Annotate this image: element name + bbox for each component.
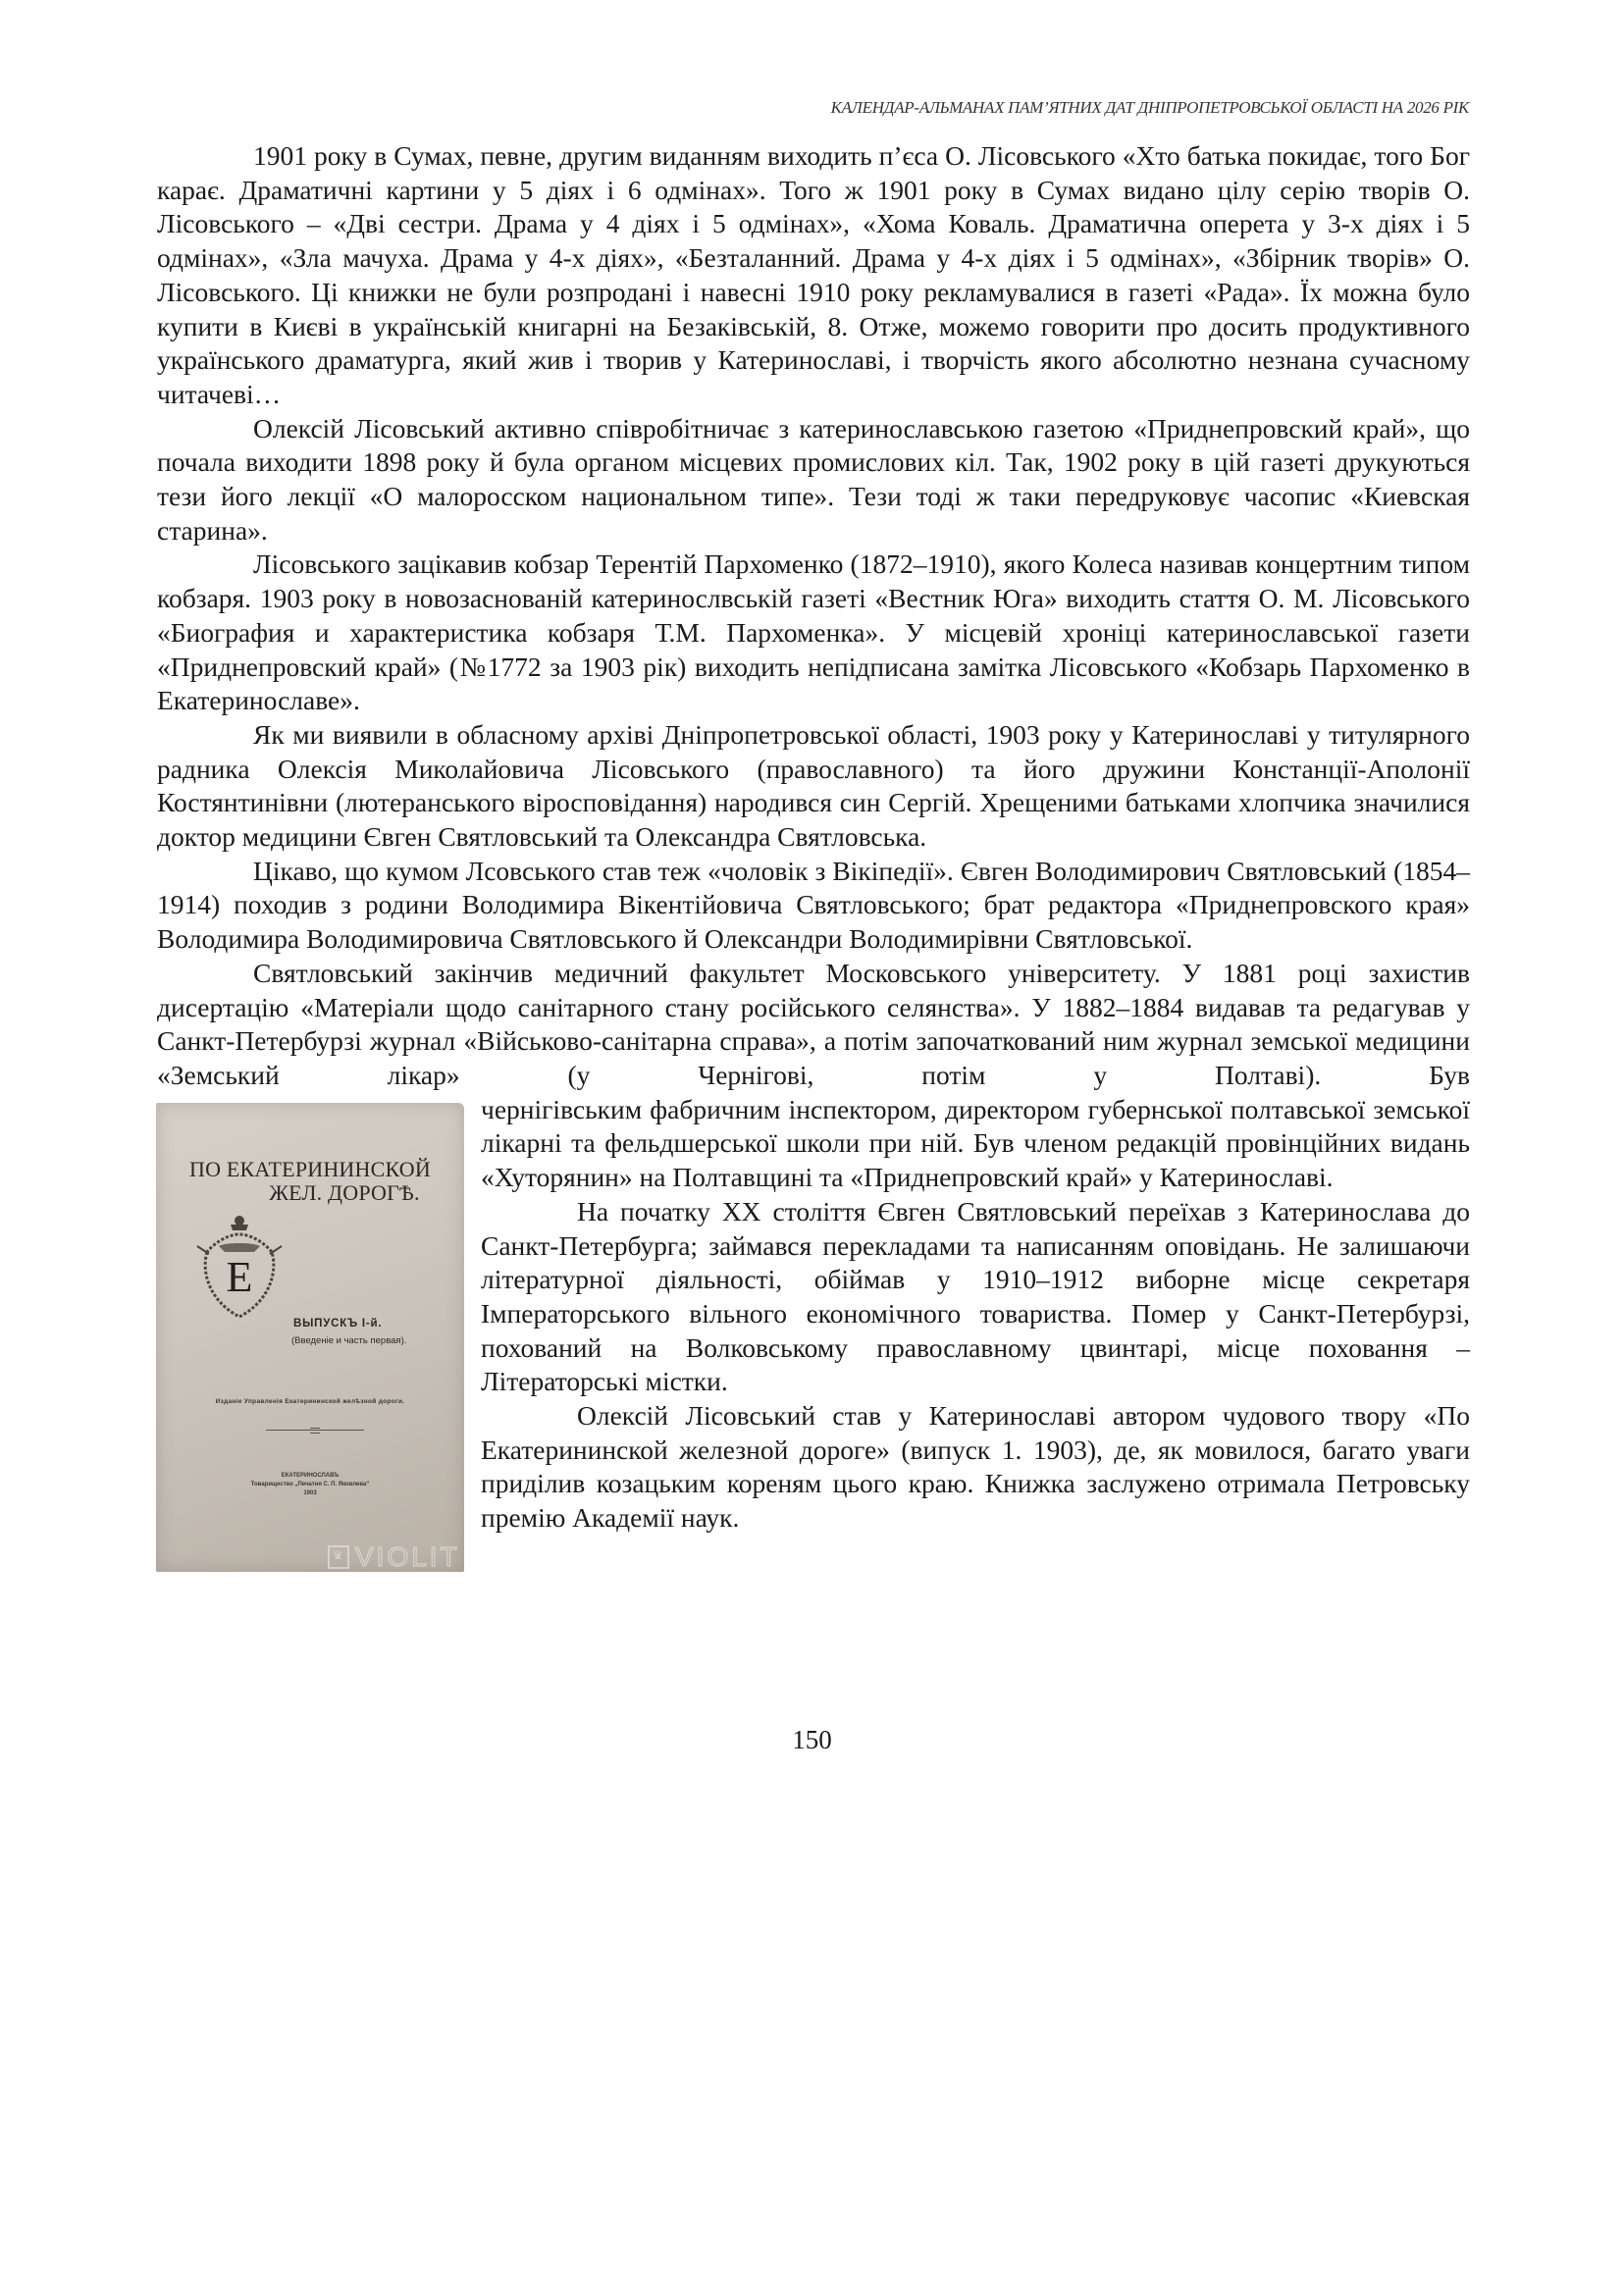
paragraph-5: Цікаво, що кумом Лсовського став теж «чоловік з Вікіпедії». Євген Володимирович Святловський (1854–1914) походив з родини Володимира Вікентійовича Святловського; брат редактора «Приднепровского края» Володимира Володимировича Святловського й Олександри Володимирівни Святловської.: [157, 855, 1470, 955]
paragraph-6-continued: чернігівським фабричним інспектором, директором губернської полтавської земської лікарні та фельдшерської школи при ній. Був членом редакцій провінційних видань «Хуторянин» на Полтавщині та «Приднепровский край» у Катеринославі.: [157, 1093, 1470, 1195]
book-cover-photo: [156, 1103, 464, 1572]
paragraph-8: Олексій Лісовський став у Катеринославі автором чудового твору «По Екатерининской железной дороге» (випуск 1. 1903), де, як мовилося, багато уваги приділив козацьким кореням цього краю. Книжка заслужено отримала Петровську премію Академії наук.: [481, 1400, 1470, 1534]
paragraph-4: Як ми виявили в обласному архіві Дніпропетровської області, 1903 року у Катеринославі у титулярного радника Олексія Миколайовича Лісовського (православного) та його дружини Констанції-Аполонії Костянтинівни (лютеранського віросповідання) народився син Сергій. Хрещеними батьками хлопчика значилися доктор медицини Євген Святловський та Олександра Святловська.: [157, 718, 1470, 853]
cover-publisher: Изданіе Управленія Екатерининской желѣзной дороги.: [215, 1398, 405, 1405]
watermark: [328, 1542, 460, 1572]
crown-logo-icon: [328, 1545, 349, 1569]
cover-imprint: [156, 1472, 464, 1498]
paragraph-2: Олексій Лісовський активно співробітничає з катеринославською газетою «Приднепровский край», що почала виходити 1898 року й була органом місцевих промислових кіл. Так, 1902 року в цій газеті друкуються тези його лекції «О малоросском национальном типе». Тези тоді ж таки передруковує часопис «Киевская старина».: [157, 412, 1470, 546]
coat-of-arms-emblem-icon: [195, 1213, 284, 1323]
cover-issue: ВЫПУСКЪ I-й.: [293, 1318, 383, 1330]
watermark-text: VIOLIT: [355, 1540, 460, 1572]
cover-title: [156, 1158, 464, 1205]
svg-text:Е: Е: [226, 1253, 253, 1301]
article-body: [157, 139, 1470, 1572]
cover-title-line-1: ПО ЕКАТЕРИНИНСКОЙ: [189, 1157, 431, 1181]
paragraph-3: Лісовського зацікавив кобзар Терентій Пархоменко (1872–1910), якого Колеса називав концертним типом кобзаря. 1903 року в новозаснованій катеринослвській газеті «Вестник Юга» виходить стаття О. М. Лісовського «Биография и характеристика кобзаря Т.М. Пархоменка». У місцевій хроніці катеринославської газети «Приднепровский край» (№1772 за 1903 рік) виходить непідписана замітка Лісовського «Кобзарь Пархоменко в Екатеринославе».: [157, 548, 1470, 716]
paragraph-6: Святловський закінчив медичний факультет Московського університету. У 1881 році захистив дисертацію «Матеріали щодо санітарного стану російського селянства». У 1882–1884 видавав та редагував у Санкт-Петербурзі журнал «Військово-санітарна справа», а потім започаткований ним журнал земської медицини «Земський лікар» (у Чернігові, потім у Полтаві). Був: [157, 957, 1470, 1090]
paragraph-1: 1901 року в Сумах, певне, другим виданням виходить п’єса О. Лісовського «Хто батька покидає, того Бог карає. Драматичні картини у 5 діях і 6 одмінах». Того ж 1901 року в Сумах видано цілу серію творів О. Лісовського – «Дві сестри. Драма у 4 діях і 5 одмінах», «Хома Коваль. Драматична оперета у 3-х діях і 5 одмінах», «Зла мачуха. Драма у 4-х діях», «Безталанний. Драма у 4-х діях і 5 одмінах», «Збірник творів» О. Лісовського. Ці книжки не були розпродані і навесні 1910 року рекламувалися в газеті «Рада». Їх можна було купити в Києві в українській книгарні на Безаківській, 8. Отже, можемо говорити про досить продуктивного українського драматурга, який жив і творив у Катеринославі, і творчість якого абсолютно незнана сучасному читачеві…: [157, 140, 1470, 409]
imprint-city: ЕКАТЕРИНОСЛАВЪ: [281, 1473, 340, 1479]
page-number: 150: [792, 1725, 832, 1754]
cover-title-line-2: ЖЕЛ. ДОРОГѢ.: [269, 1180, 420, 1205]
imprint-year: 1903: [303, 1490, 317, 1496]
paragraph-7: На початку XX століття Євген Святловський переїхав з Катеринослава до Санкт-Петербурга; займався перекладами та написанням оповідань. Не залишаючи літературної діяльності, обіймав у 1910–1912 виборне місце секретаря Імператорського вільного економічного товариства. Помер у Санкт-Петербурзі, похований на Волковському православному цвинтарі, місце поховання – Літераторські містки.: [481, 1195, 1470, 1397]
imprint-printer: Товарищество „Печатня С. П. Яковлева“: [250, 1482, 370, 1487]
cover-divider: [266, 1430, 364, 1431]
running-header: КАЛЕНДАР-АЛЬМАНАХ ПАМ’ЯТНИХ ДАТ ДНІПРОПЕТРОВСЬКОЇ ОБЛАСТІ НА 2026 РІК: [830, 98, 1469, 117]
cover-issue-subtitle: (Введеніе и часть первая).: [291, 1335, 407, 1346]
